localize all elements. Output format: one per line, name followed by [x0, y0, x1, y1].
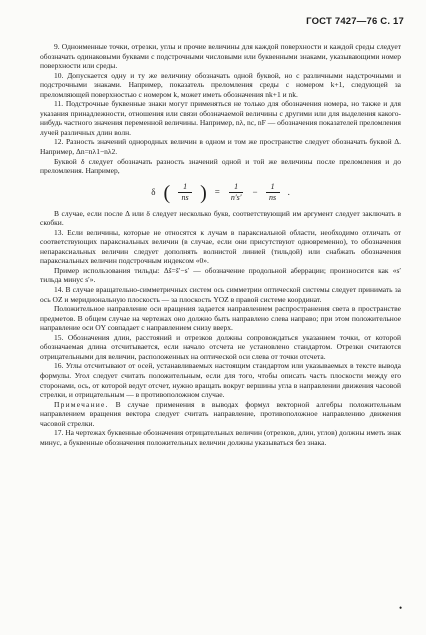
paragraph-11: 11. Подстрочные буквенные знаки могут применяться не только для обозначения номера, но также и для указания принадлежности, отношения или связи обозначаемой величины с другими или для выделения какого-нибудь частного значения переменной величины. Например, nλ, nc, nF — обозначения показателей преломления лучей различных длин волн. — [40, 99, 401, 137]
paragraph-12-argument: В случае, если после Δ или δ следует несколько букв, соответствующий им аргумент следует заключать в скобки. — [40, 208, 401, 228]
paragraph-12-delta: Буквой δ следует обозначать разность значений одной и той же величины после преломления и до преломления. Например, — [40, 156, 401, 176]
formula-delta: δ — [151, 186, 156, 197]
page-mark: • — [399, 603, 403, 613]
paragraph-9: 9. Одноименные точки, отрезки, углы и прочие величины для каждой поверхности и каждой среды следует обозначать одинаковыми буквами с подстрочными числовыми или буквенными знаками, указывающими номер поверхности или среды. — [40, 42, 401, 71]
formula-minus: − — [252, 186, 258, 197]
note-label: Примечание. — [54, 399, 109, 409]
delta-formula — [40, 180, 401, 206]
formula-open-paren: ( — [163, 181, 171, 204]
paragraph-10: 10. Допускается одну и ту же величину обозначать одной буквой, но с различными надстрочными и подстрочными знаками. Например, показатель преломления среды с номером k+1, следующей за преломляющей поверхностью с номером k, может иметь обозначения nk+1 и nk. — [40, 70, 401, 99]
formula-fraction-2 — [228, 182, 245, 203]
paragraph-16: 16. Углы отсчитывают от осей, устанавливаемых настоящим стандартом или указываемых в тексте вывода формулы. Угол следует считать положительным, если для того, чтобы описать часть плоскости между его сторонами, ось, от которой ведут отсчет, нужно вращать вокруг вершины угла в направлении движения часовой стрелки, и отрицательным — в противоположном случае. — [40, 361, 401, 400]
page-header: ГОСТ 7427—76 С. 17 — [306, 16, 404, 27]
formula-denominator-2: n′s′ — [230, 193, 242, 203]
paragraph-16-note — [40, 400, 401, 429]
document-body — [40, 42, 401, 447]
formula-numerator-2: 1 — [229, 182, 243, 193]
formula-denominator-3: ns — [269, 193, 277, 203]
paragraph-14-direction: Положительное направление оси вращения задается направлением распространения света в пространстве предметов. В общем случае на чертежах оно должно быть направлено слева направо; при этом положительное направление оси OY совпадает с направлением снизу вверх. — [40, 304, 401, 333]
formula-fraction-3 — [266, 182, 280, 203]
formula-end: . — [287, 186, 290, 197]
paragraph-13: 13. Если величины, которые не относятся к лучам в параксиальной области, необходимо отличать от соответствующих параксиальных величин (в случае, если они присутствуют одновременно), то обозначения непараксиальных величин следует дополнять волнистой линией (тильдой) или снабжать обозначения параксиальных величин подстрочным индексом «0». — [40, 227, 401, 266]
formula-fraction-1 — [178, 182, 192, 203]
formula-denominator-1: ns — [181, 193, 189, 203]
formula-numerator-3: 1 — [266, 182, 280, 193]
formula-equals: = — [214, 186, 220, 197]
paragraph-12: 12. Разность значений однородных величин в одном и том же пространстве следует обозначать буквой Δ. Например, Δn=nλ1−nλ2. — [40, 137, 401, 157]
paragraph-17: 17. На чертежах буквенные обозначения отрицательных величин (отрезков, длин, углов) должны иметь знак минус, а буквенные обозначения положительных величин должны указываться без знака. — [40, 428, 401, 447]
paragraph-14: 14. В случае вращательно-симметричных систем ось симметрии оптической системы следует принимать за ось OZ и меридиональную плоскость — за плоскость YOZ в правой системе координат. — [40, 285, 401, 304]
formula-numerator-1: 1 — [178, 182, 192, 193]
note-text: В случае применения в выводах формул векторной алгебры положительным направлением вращения вектора следует считать направление, противоположное направлению движения часовой стрелки. — [40, 399, 401, 428]
paragraph-13-example: Пример использования тильды: Δs̃=s̃′−s′ — обозначение продольной аберрации; произносится как «s′ тильда минус s′». — [40, 265, 401, 285]
formula-close-paren: ) — [200, 181, 207, 204]
paragraph-15: 15. Обозначения длин, расстояний и отрезков должны сопровождаться указанием точки, от которой обозначаемая длина отсчитывается, если начало отсчета не установлено стандартом. Отрезки считаются отрицательными для величин, расположенных на оптической оси слева от точки отсчета. — [40, 332, 401, 361]
